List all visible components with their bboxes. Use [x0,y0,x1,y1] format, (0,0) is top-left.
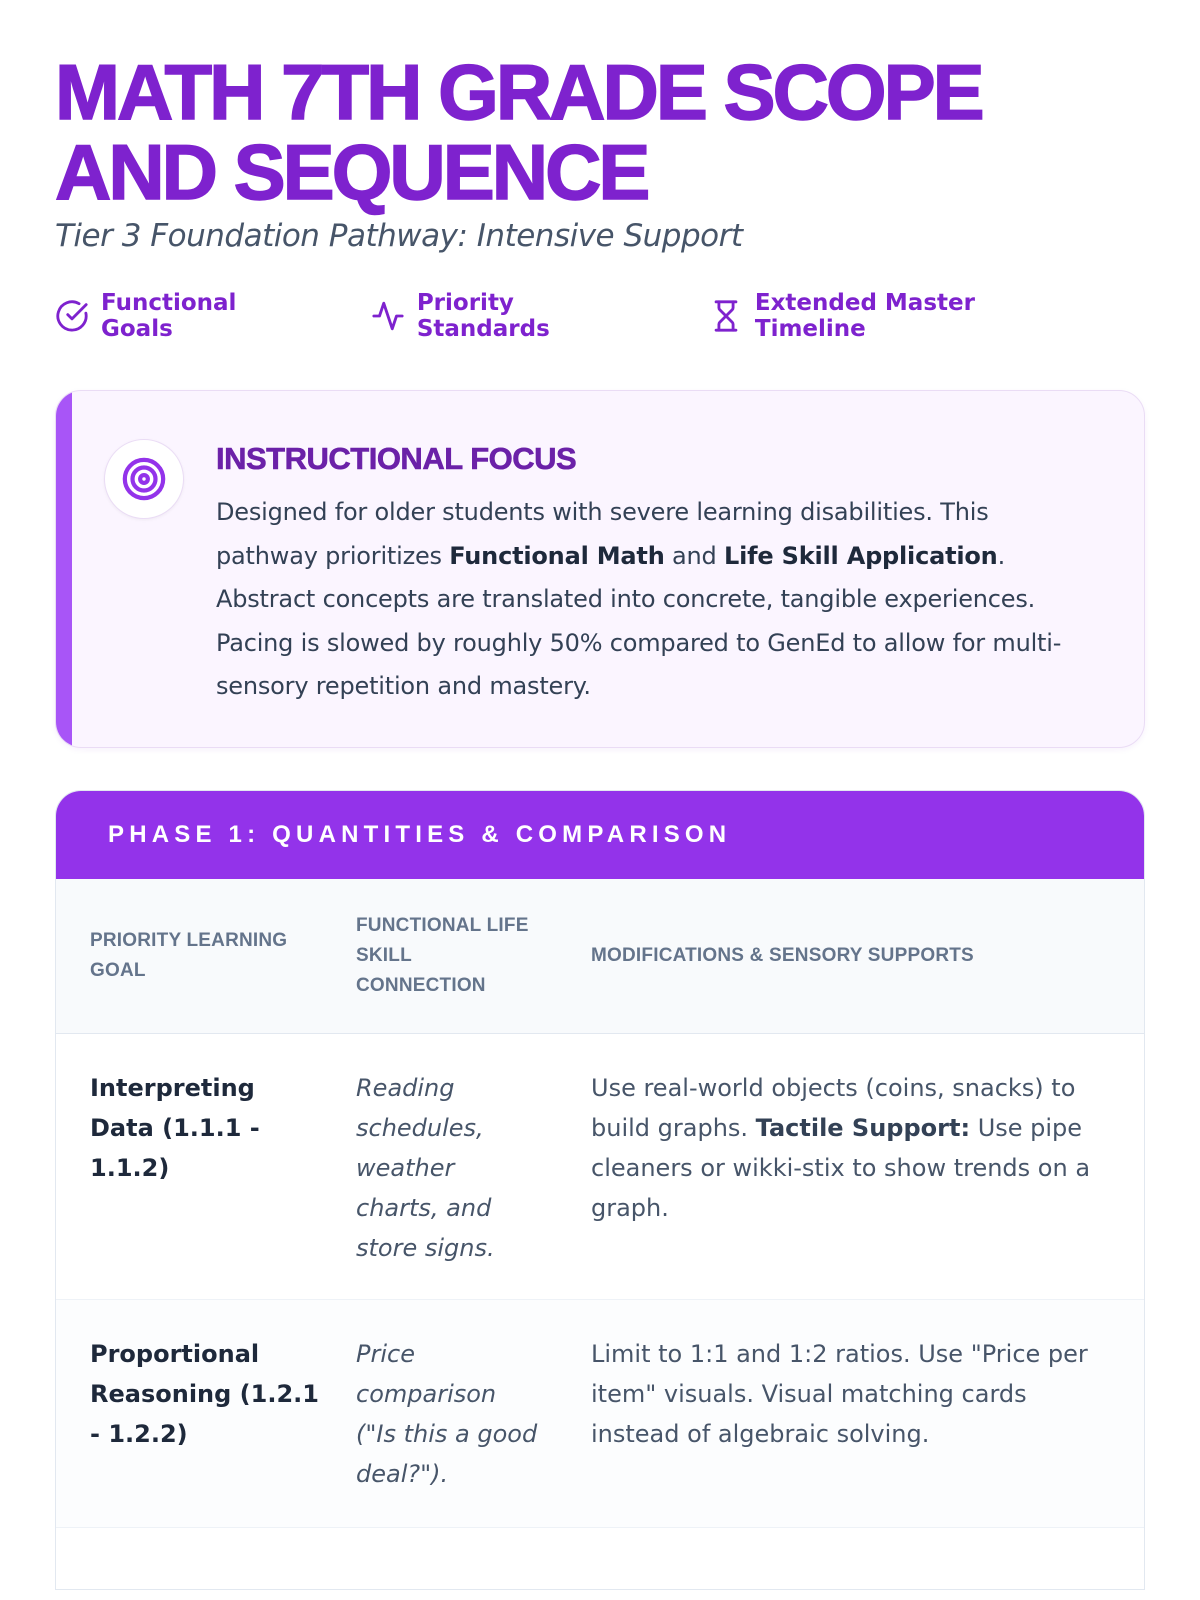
focus-accent-bar [56,391,72,747]
column-header-modifications: MODIFICATIONS & SENSORY SUPPORTS [591,944,974,966]
phase-1-table [56,879,1144,1528]
legend-item-priority-standards [371,290,647,342]
check-circle-icon [55,299,89,333]
hourglass-icon [709,299,743,333]
table-row [56,1299,1144,1527]
phase-1-title: PHASE 1: QUANTITIES & COMPARISON [108,821,732,848]
legend [55,290,1145,342]
life-skill-cell: Reading schedules, weather charts, and store signs. [356,1073,495,1262]
modifications-cell: Use real-world objects (coins, snacks) to build graphs. Tactile Support: Use pipe cleaners or wikki-stix to show trends on a graph. [591,1073,1091,1222]
legend-label: Priority Standards [416,290,550,342]
life-skill-cell: Price comparison ("Is this a good deal?"). [356,1339,538,1488]
focus-heading: INSTRUCTIONAL FOCUS [216,441,577,476]
target-icon-badge [104,439,184,519]
modifications-cell: Limit to 1:1 and 1:2 ratios. Use "Price per item" visuals. Visual matching cards instead of algebraic solving. [591,1339,1088,1448]
legend-label: Extended Master Timeline [754,290,975,342]
focus-body: Designed for older students with severe learning disabilities. This pathway prioritizes Functional Math and Life Skill Application. Abstract concepts are translated into concrete, tangible experiences. Pacing is slowed by roughly 50% compared to GenEd to allow for multi-sensory repetition and mastery. [216,498,1062,700]
target-icon [121,456,167,502]
page-title: MATH 7TH GRADE SCOPE AND SEQUENCE [55,48,982,216]
instructional-focus-card [55,390,1145,748]
activity-icon [371,299,405,333]
table-header-row [56,879,1144,1033]
table-row [56,1033,1144,1299]
phase-1-header [56,791,1144,879]
column-header-goal: PRIORITY LEARNING GOAL [90,929,288,981]
column-header-life-skill: FUNCTIONAL LIFE SKILL CONNECTION [356,914,529,996]
phase-1-section [55,790,1145,1590]
legend-item-functional-goals [55,290,309,342]
legend-item-extended-master-timeline [709,290,1083,342]
legend-label: Functional Goals [101,290,237,342]
goal-cell: Interpreting Data (1.1.1 - 1.1.2) [90,1073,260,1182]
page-subtitle: Tier 3 Foundation Pathway: Intensive Support [55,218,743,254]
goal-cell: Proportional Reasoning (1.2.1 - 1.2.2) [90,1339,319,1448]
